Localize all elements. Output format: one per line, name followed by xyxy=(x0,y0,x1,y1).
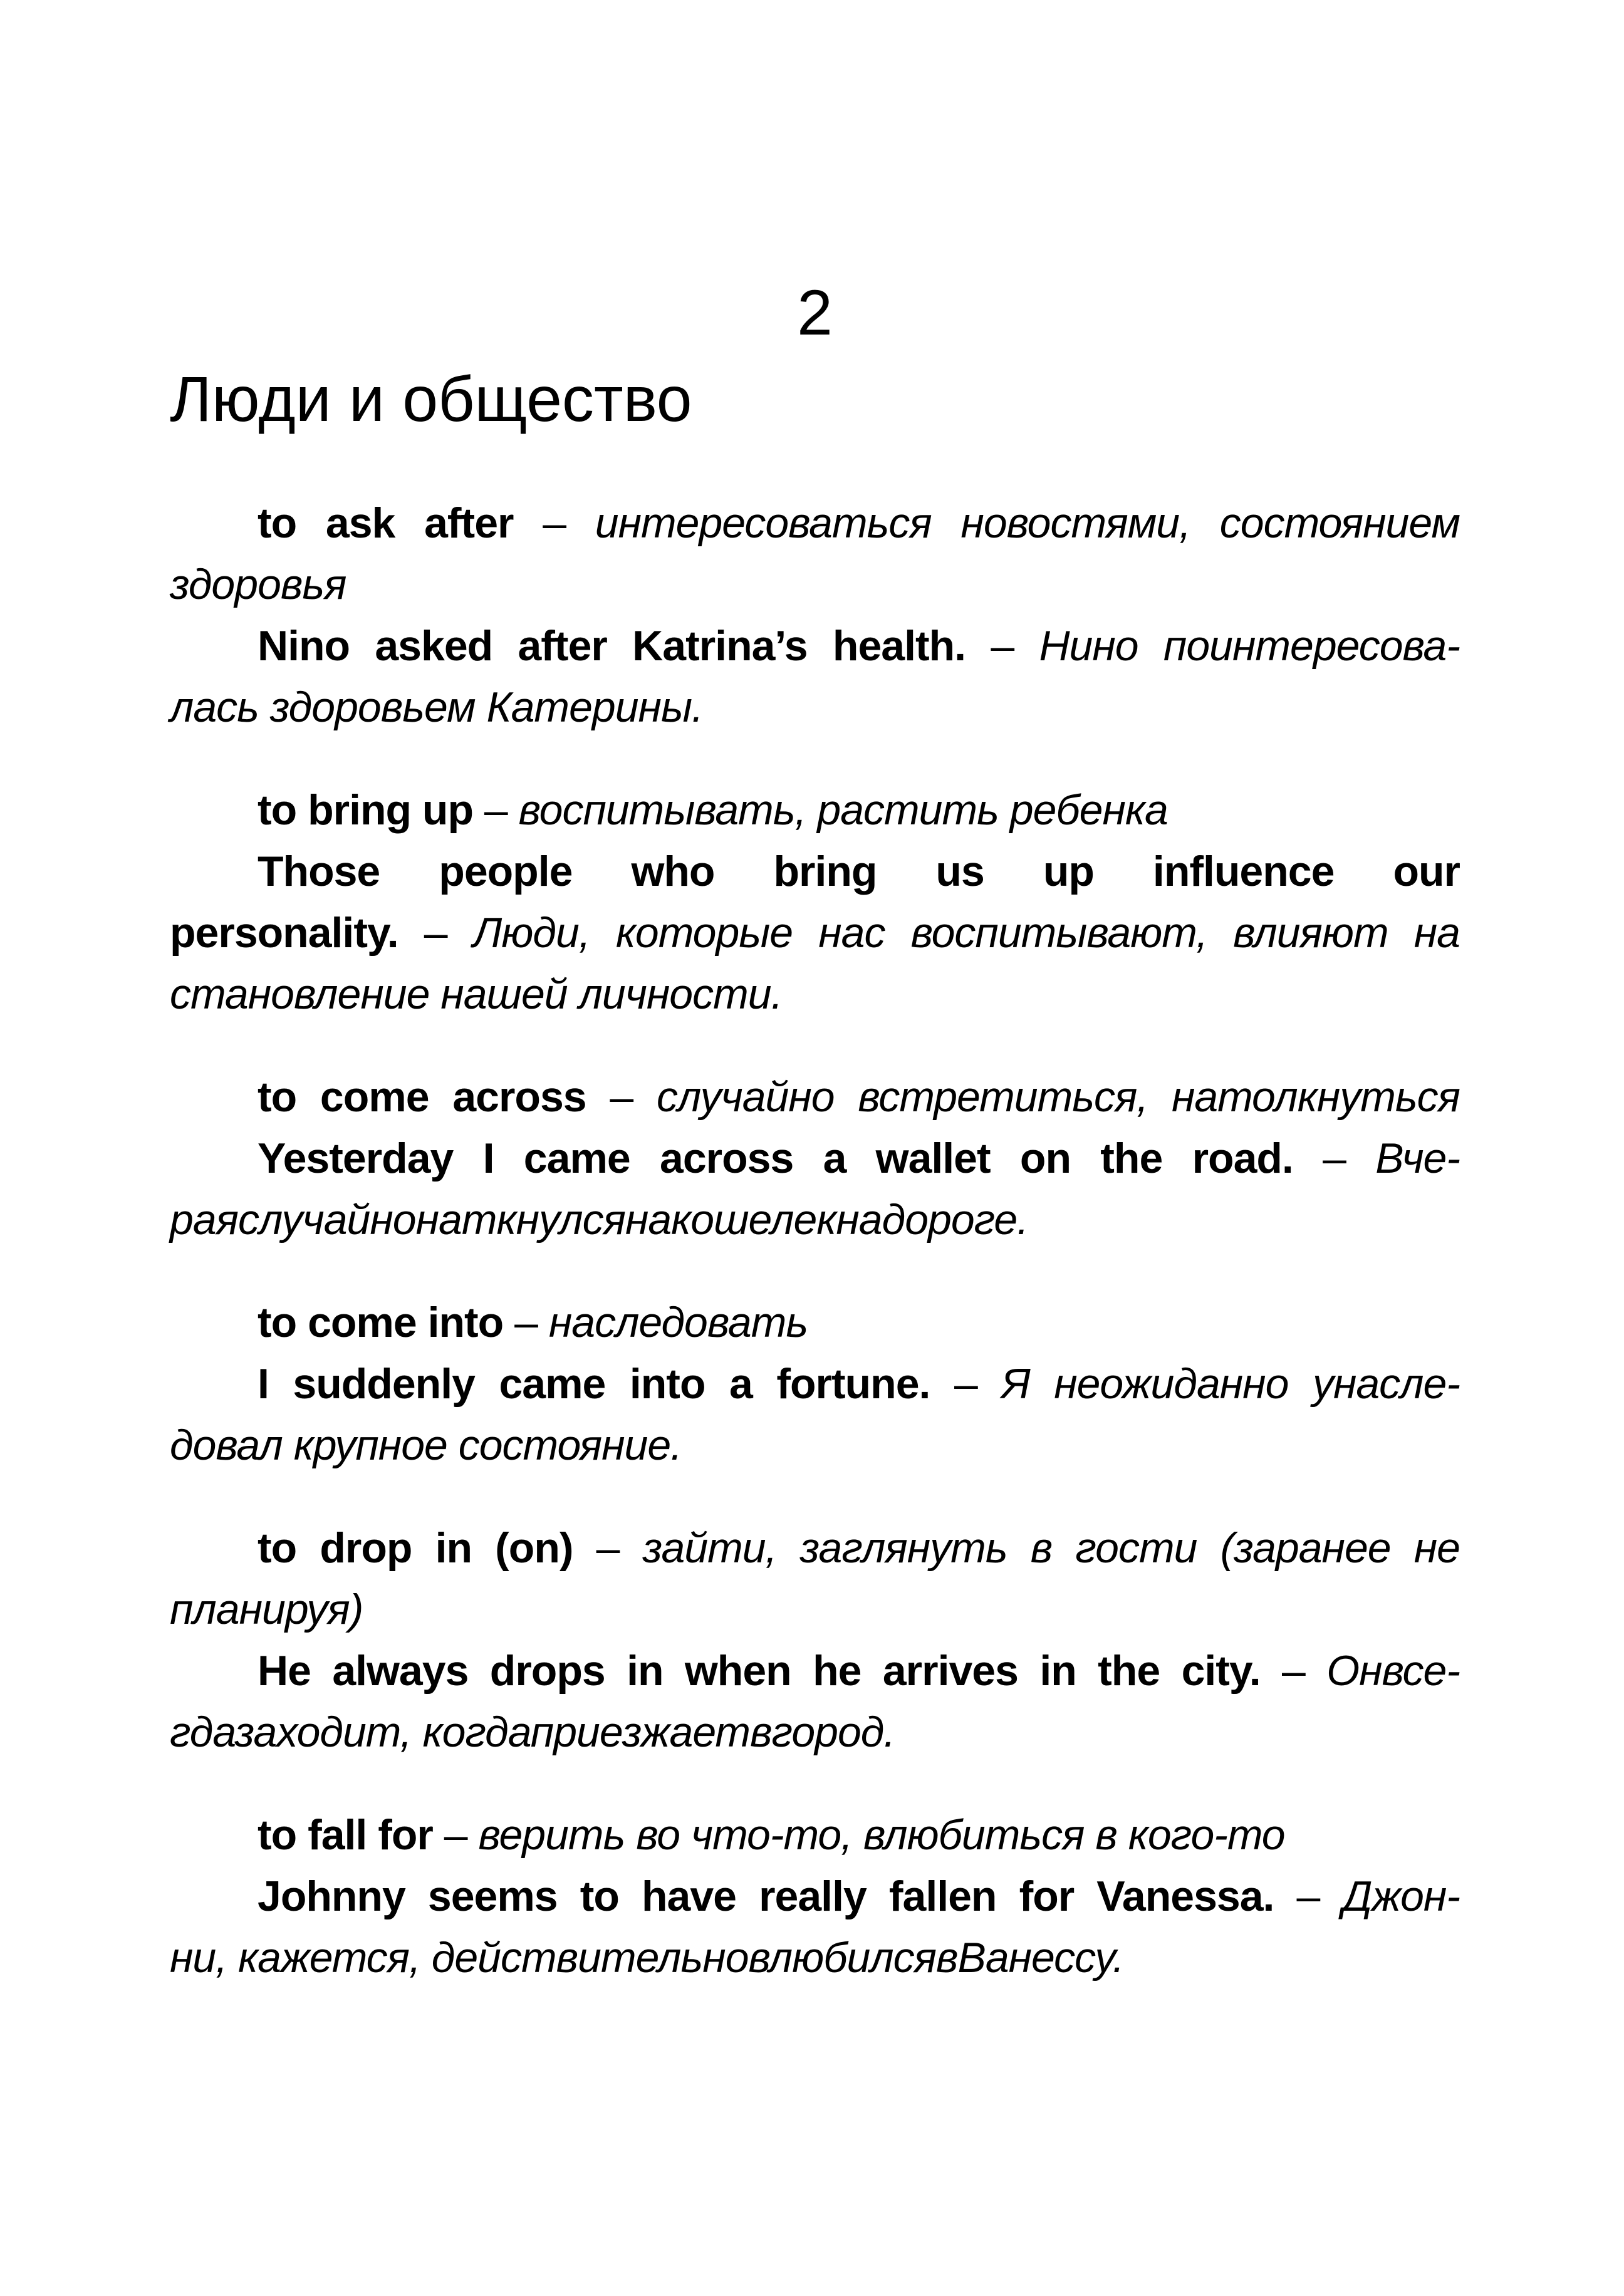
separator-dash: – xyxy=(503,1299,549,1346)
translation-ru: наследовать xyxy=(548,1299,808,1346)
phrase-en: Those people who bring us up influence our xyxy=(258,848,1460,895)
translation-ru: Люди, которые нас воспитывают, влияют на xyxy=(472,909,1460,957)
phrase-en: to bring up xyxy=(258,786,474,834)
text-line xyxy=(170,1640,1460,1701)
separator-dash: – xyxy=(573,1524,643,1572)
separator-dash: – xyxy=(398,909,473,957)
phrase-en: to come across xyxy=(258,1073,586,1121)
separator-dash: – xyxy=(473,786,519,834)
translation-ru: довал крупное состояние. xyxy=(170,1421,682,1469)
phrase-en: I suddenly came into a fortune. xyxy=(258,1360,930,1408)
separator-dash: – xyxy=(930,1360,1002,1408)
translation-ru: Нино поинтересова- xyxy=(1039,622,1460,670)
text-line xyxy=(170,964,1460,1025)
text-line xyxy=(170,1804,1460,1866)
entry-block xyxy=(170,1804,1460,1988)
text-line xyxy=(170,841,1460,902)
separator-dash: – xyxy=(513,499,595,547)
phrase-en: to fall for xyxy=(258,1811,433,1859)
text-line xyxy=(170,677,1460,738)
translation-ru: верить во что-то, влюбиться в кого-то xyxy=(478,1811,1285,1859)
text-line xyxy=(170,1128,1460,1189)
text-line xyxy=(170,902,1460,964)
separator-dash: – xyxy=(966,622,1039,670)
phrase-en: to ask after xyxy=(258,499,514,547)
translation-ru: ни, кажется, действительновлюбилсявВанессу. xyxy=(170,1934,1124,1982)
translation-ru: Вче- xyxy=(1375,1135,1460,1182)
translation-ru: лась здоровьем Катерины. xyxy=(170,683,703,731)
phrase-en: Yesterday I came across a wallet on the road. xyxy=(258,1135,1293,1182)
translation-ru: здоровья xyxy=(170,561,346,608)
entry-block xyxy=(170,1292,1460,1476)
phrase-en: Nino asked after Katrina’s health. xyxy=(258,622,966,670)
text-line xyxy=(170,554,1460,615)
entry-block xyxy=(170,779,1460,1025)
translation-ru: становление нашей личности. xyxy=(170,970,783,1018)
text-line xyxy=(170,1927,1460,1988)
text-line xyxy=(170,1353,1460,1415)
separator-dash: – xyxy=(1260,1647,1327,1695)
text-line xyxy=(170,1517,1460,1579)
chapter-number: 2 xyxy=(797,277,833,348)
text-line xyxy=(170,1292,1460,1353)
translation-ru: интересоваться новостями, состоянием xyxy=(595,499,1460,547)
translation-ru: планируя) xyxy=(170,1586,363,1633)
text-line xyxy=(170,1066,1460,1128)
translation-ru: зайти, заглянуть в гости (заранее не xyxy=(642,1524,1460,1572)
separator-dash: – xyxy=(1274,1873,1343,1920)
separator-dash: – xyxy=(586,1073,657,1121)
entry-block xyxy=(170,492,1460,738)
entry-block xyxy=(170,1066,1460,1250)
phrase-en: to come into xyxy=(258,1299,504,1346)
phrase-en: to drop in (on) xyxy=(258,1524,573,1572)
text-line xyxy=(170,1189,1460,1250)
text-line xyxy=(170,615,1460,677)
text-line xyxy=(170,1701,1460,1763)
chapter-title: Люди и общество xyxy=(170,363,692,435)
translation-ru: Джон- xyxy=(1342,1873,1460,1920)
phrase-en: He always drops in when he arrives in the city. xyxy=(258,1647,1261,1695)
translation-ru: Онвсе- xyxy=(1326,1647,1460,1695)
separator-dash: – xyxy=(432,1811,479,1859)
text-line xyxy=(170,1579,1460,1640)
page-content xyxy=(170,0,1460,1988)
text-line xyxy=(170,1415,1460,1476)
translation-ru: воспитывать, растить ребенка xyxy=(518,786,1168,834)
vocabulary-content xyxy=(170,492,1460,1988)
phrase-en: personality. xyxy=(170,909,398,957)
text-line xyxy=(170,1866,1460,1927)
translation-ru: случайно встретиться, натолкнуться xyxy=(656,1073,1460,1121)
phrase-en: Johnny seems to have really fallen for Vanessa. xyxy=(258,1873,1274,1920)
text-line xyxy=(170,492,1460,554)
entry-block xyxy=(170,1517,1460,1763)
translation-ru: раяслучайнонаткнулсянакошелекнадороге. xyxy=(170,1196,1029,1244)
text-line xyxy=(170,779,1460,841)
translation-ru: Я неожиданно унасле- xyxy=(1001,1360,1460,1408)
translation-ru: гдазаходит, когдаприезжаетвгород. xyxy=(170,1708,895,1756)
separator-dash: – xyxy=(1293,1135,1376,1182)
